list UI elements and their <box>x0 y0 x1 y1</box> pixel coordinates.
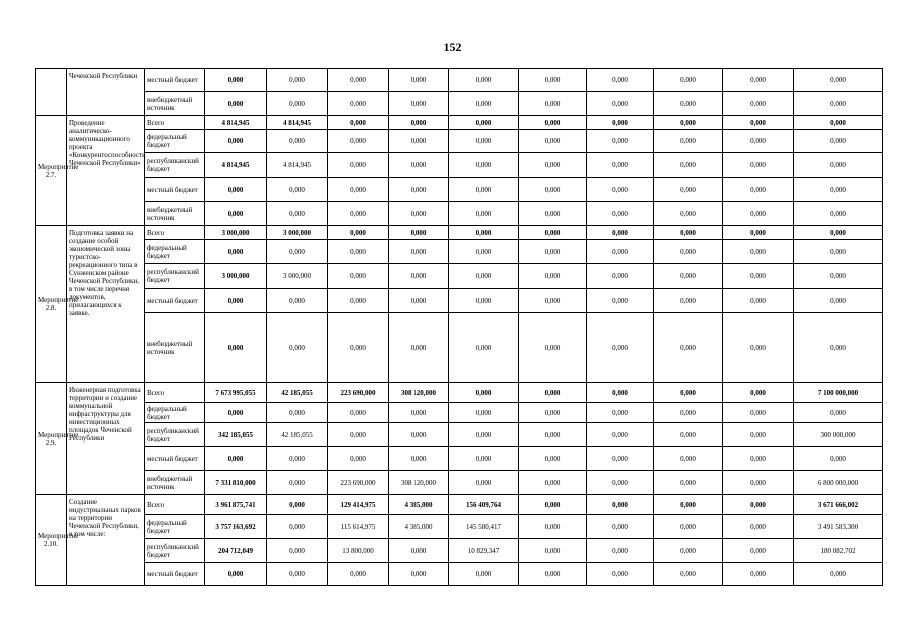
amount-cell: 0,000 <box>449 116 519 130</box>
amount-cell: 0,000 <box>449 92 519 116</box>
table-row <box>36 116 883 130</box>
amount-cell: 0,000 <box>519 289 587 313</box>
amount-cell: 3 000,000 <box>267 226 328 240</box>
amount-cell: 0,000 <box>205 313 267 383</box>
amount-cell: 0,000 <box>723 423 794 447</box>
amount-cell: 6 800 000,000 <box>794 471 883 495</box>
table-row <box>36 153 883 178</box>
amount-cell: 0,000 <box>267 92 328 116</box>
amount-cell: 0,000 <box>587 116 654 130</box>
funding-source: республиканский бюджет <box>145 153 205 178</box>
amount-cell: 0,000 <box>205 92 267 116</box>
amount-cell: 204 712,049 <box>205 539 267 563</box>
amount-cell: 0,000 <box>328 92 389 116</box>
amount-cell: 0,000 <box>519 240 587 264</box>
amount-cell: 3 491 583,300 <box>794 515 883 539</box>
amount-cell: 0,000 <box>723 289 794 313</box>
amount-cell: 0,000 <box>389 202 449 226</box>
amount-cell: 4 814,945 <box>267 116 328 130</box>
amount-cell: 0,000 <box>794 178 883 202</box>
amount-cell: 0,000 <box>267 471 328 495</box>
amount-cell: 0,000 <box>389 403 449 423</box>
amount-cell: 0,000 <box>794 116 883 130</box>
measure-description: Инженерная подготовка территории и создание коммунальной инфраструктуры для инвестиционных площадок Чеченской Республики <box>67 383 145 495</box>
amount-cell: 0,000 <box>328 69 389 92</box>
amount-cell: 0,000 <box>723 515 794 539</box>
amount-cell: 0,000 <box>587 515 654 539</box>
amount-cell: 342 185,055 <box>205 423 267 447</box>
amount-cell: 0,000 <box>723 153 794 178</box>
amount-cell: 10 829,347 <box>449 539 519 563</box>
funding-source: внебюджетный источник <box>145 92 205 116</box>
table-row <box>36 447 883 471</box>
amount-cell: 0,000 <box>267 313 328 383</box>
amount-cell: 0,000 <box>328 447 389 471</box>
amount-cell: 0,000 <box>519 202 587 226</box>
amount-cell: 0,000 <box>449 240 519 264</box>
amount-cell: 0,000 <box>389 226 449 240</box>
amount-cell: 0,000 <box>449 563 519 586</box>
amount-cell: 0,000 <box>328 226 389 240</box>
amount-cell: 0,000 <box>587 471 654 495</box>
amount-cell: 0,000 <box>519 69 587 92</box>
amount-cell: 156 409,764 <box>449 495 519 515</box>
amount-cell: 0,000 <box>654 471 723 495</box>
amount-cell: 0,000 <box>723 447 794 471</box>
measure-description: Чеченской Республики <box>67 69 145 116</box>
amount-cell: 0,000 <box>587 383 654 403</box>
amount-cell: 0,000 <box>654 226 723 240</box>
amount-cell: 4 814,945 <box>267 153 328 178</box>
amount-cell: 300 000,000 <box>794 423 883 447</box>
amount-cell: 42 185,055 <box>267 383 328 403</box>
funding-source: республиканский бюджет <box>145 423 205 447</box>
amount-cell: 3 757 163,692 <box>205 515 267 539</box>
table-row <box>36 92 883 116</box>
amount-cell: 0,000 <box>449 403 519 423</box>
funding-source: местный бюджет <box>145 69 205 92</box>
amount-cell: 0,000 <box>654 403 723 423</box>
amount-cell: 0,000 <box>205 178 267 202</box>
amount-cell: 0,000 <box>794 403 883 423</box>
amount-cell: 0,000 <box>654 383 723 403</box>
amount-cell: 0,000 <box>519 130 587 153</box>
amount-cell: 0,000 <box>449 289 519 313</box>
amount-cell: 0,000 <box>267 289 328 313</box>
amount-cell: 0,000 <box>723 178 794 202</box>
amount-cell: 0,000 <box>449 423 519 447</box>
amount-cell: 0,000 <box>654 423 723 447</box>
page-number: 152 <box>443 40 462 54</box>
measure-description: Проведение аналитическо-коммуникационного проекта «Конкурентоспособность Чеченской Республики» <box>67 116 145 226</box>
table-row <box>36 226 883 240</box>
amount-cell: 0,000 <box>449 202 519 226</box>
amount-cell: 0,000 <box>449 153 519 178</box>
table-row <box>36 403 883 423</box>
amount-cell: 0,000 <box>794 289 883 313</box>
amount-cell: 0,000 <box>389 423 449 447</box>
amount-cell: 0,000 <box>723 130 794 153</box>
amount-cell: 0,000 <box>794 563 883 586</box>
amount-cell: 0,000 <box>723 383 794 403</box>
funding-source: местный бюджет <box>145 289 205 313</box>
amount-cell: 0,000 <box>654 69 723 92</box>
table-row <box>36 202 883 226</box>
amount-cell: 0,000 <box>794 240 883 264</box>
amount-cell: 0,000 <box>389 539 449 563</box>
table-row <box>36 515 883 539</box>
amount-cell: 0,000 <box>519 153 587 178</box>
amount-cell: 0,000 <box>205 289 267 313</box>
amount-cell: 0,000 <box>205 563 267 586</box>
amount-cell: 0,000 <box>587 130 654 153</box>
amount-cell: 0,000 <box>794 130 883 153</box>
amount-cell: 0,000 <box>723 313 794 383</box>
amount-cell: 0,000 <box>587 153 654 178</box>
amount-cell: 0,000 <box>267 69 328 92</box>
amount-cell: 0,000 <box>267 130 328 153</box>
funding-source: Всего <box>145 116 205 130</box>
amount-cell: 0,000 <box>587 226 654 240</box>
table-row <box>36 495 883 515</box>
amount-cell: 223 690,000 <box>328 471 389 495</box>
table-row <box>36 130 883 153</box>
amount-cell: 0,000 <box>519 178 587 202</box>
amount-cell: 0,000 <box>519 264 587 289</box>
amount-cell: 0,000 <box>654 178 723 202</box>
table-row <box>36 69 883 92</box>
amount-cell: 0,000 <box>654 563 723 586</box>
amount-cell: 0,000 <box>794 264 883 289</box>
funding-source: Всего <box>145 495 205 515</box>
measure-label: Мероприятие 2.9. <box>36 383 67 495</box>
amount-cell: 0,000 <box>654 130 723 153</box>
amount-cell: 0,000 <box>267 539 328 563</box>
amount-cell: 180 082,702 <box>794 539 883 563</box>
amount-cell: 0,000 <box>449 69 519 92</box>
amount-cell: 0,000 <box>723 539 794 563</box>
funding-source: местный бюджет <box>145 563 205 586</box>
amount-cell: 0,000 <box>723 563 794 586</box>
amount-cell: 4 385,000 <box>389 515 449 539</box>
amount-cell: 0,000 <box>519 92 587 116</box>
amount-cell: 7 673 995,055 <box>205 383 267 403</box>
amount-cell: 0,000 <box>328 130 389 153</box>
amount-cell: 0,000 <box>449 447 519 471</box>
amount-cell: 0,000 <box>587 92 654 116</box>
amount-cell: 0,000 <box>519 471 587 495</box>
amount-cell: 0,000 <box>794 69 883 92</box>
amount-cell: 0,000 <box>587 69 654 92</box>
amount-cell: 0,000 <box>389 130 449 153</box>
funding-source: внебюджетный источник <box>145 471 205 495</box>
amount-cell: 0,000 <box>205 403 267 423</box>
funding-source: республиканский бюджет <box>145 539 205 563</box>
table-row <box>36 423 883 447</box>
funding-source: федеральный бюджет <box>145 515 205 539</box>
amount-cell: 0,000 <box>654 495 723 515</box>
amount-cell: 0,000 <box>723 202 794 226</box>
amount-cell: 0,000 <box>449 130 519 153</box>
amount-cell: 0,000 <box>449 471 519 495</box>
funding-source: Всего <box>145 226 205 240</box>
amount-cell: 0,000 <box>519 383 587 403</box>
funding-source: местный бюджет <box>145 178 205 202</box>
amount-cell: 0,000 <box>587 313 654 383</box>
measure-label: Мероприятие 2.8. <box>36 226 67 383</box>
amount-cell: 0,000 <box>587 423 654 447</box>
amount-cell: 0,000 <box>389 69 449 92</box>
measure-label <box>36 69 67 116</box>
amount-cell: 0,000 <box>328 563 389 586</box>
amount-cell: 0,000 <box>723 240 794 264</box>
amount-cell: 0,000 <box>723 226 794 240</box>
table-row <box>36 289 883 313</box>
amount-cell: 0,000 <box>519 447 587 471</box>
amount-cell: 0,000 <box>389 447 449 471</box>
amount-cell: 0,000 <box>389 240 449 264</box>
amount-cell: 0,000 <box>267 563 328 586</box>
amount-cell: 0,000 <box>328 264 389 289</box>
funding-source: республиканский бюджет <box>145 264 205 289</box>
table-row <box>36 313 883 383</box>
amount-cell: 0,000 <box>654 289 723 313</box>
amount-cell: 0,000 <box>587 202 654 226</box>
amount-cell: 0,000 <box>267 403 328 423</box>
amount-cell: 0,000 <box>654 116 723 130</box>
table-row <box>36 178 883 202</box>
measure-label: Мероприятие 2.7. <box>36 116 67 226</box>
table-row <box>36 383 883 403</box>
amount-cell: 0,000 <box>723 264 794 289</box>
amount-cell: 0,000 <box>519 116 587 130</box>
amount-cell: 3 961 875,741 <box>205 495 267 515</box>
measure-description: Создание индустриальных парков на территории Чеченской Республики, в том числе: <box>67 495 145 586</box>
amount-cell: 0,000 <box>328 178 389 202</box>
amount-cell: 0,000 <box>587 495 654 515</box>
measure-description: Подготовка заявки на создание особой экономической зоны туристско-рекреационного типа в Сунженском районе Чеченской Республики, в том числе перечня документов, прилагающихся к заявке. <box>67 226 145 383</box>
amount-cell: 0,000 <box>449 264 519 289</box>
funding-source: местный бюджет <box>145 447 205 471</box>
table-row <box>36 264 883 289</box>
amount-cell: 0,000 <box>723 495 794 515</box>
amount-cell: 0,000 <box>654 153 723 178</box>
amount-cell: 0,000 <box>267 515 328 539</box>
amount-cell: 0,000 <box>449 383 519 403</box>
amount-cell: 0,000 <box>328 202 389 226</box>
amount-cell: 0,000 <box>328 240 389 264</box>
amount-cell: 0,000 <box>519 515 587 539</box>
amount-cell: 0,000 <box>389 116 449 130</box>
amount-cell: 0,000 <box>723 69 794 92</box>
amount-cell: 0,000 <box>654 313 723 383</box>
amount-cell: 0,000 <box>389 153 449 178</box>
funding-source: внебюджетный источник <box>145 202 205 226</box>
amount-cell: 0,000 <box>519 226 587 240</box>
amount-cell: 0,000 <box>328 403 389 423</box>
table-row <box>36 240 883 264</box>
amount-cell: 0,000 <box>328 289 389 313</box>
amount-cell: 0,000 <box>389 313 449 383</box>
amount-cell: 308 120,000 <box>389 383 449 403</box>
funding-source: федеральный бюджет <box>145 403 205 423</box>
amount-cell: 0,000 <box>205 69 267 92</box>
amount-cell: 0,000 <box>328 423 389 447</box>
amount-cell: 0,000 <box>519 539 587 563</box>
amount-cell: 0,000 <box>389 178 449 202</box>
amount-cell: 0,000 <box>205 202 267 226</box>
amount-cell: 4 814,945 <box>205 153 267 178</box>
budget-table <box>35 68 883 586</box>
amount-cell: 0,000 <box>794 92 883 116</box>
amount-cell: 0,000 <box>449 313 519 383</box>
amount-cell: 0,000 <box>794 202 883 226</box>
amount-cell: 129 414,975 <box>328 495 389 515</box>
amount-cell: 0,000 <box>389 563 449 586</box>
amount-cell: 0,000 <box>519 563 587 586</box>
amount-cell: 0,000 <box>519 403 587 423</box>
amount-cell: 0,000 <box>587 563 654 586</box>
amount-cell: 3 671 666,002 <box>794 495 883 515</box>
amount-cell: 0,000 <box>267 202 328 226</box>
amount-cell: 0,000 <box>723 471 794 495</box>
amount-cell: 7 331 810,000 <box>205 471 267 495</box>
amount-cell: 0,000 <box>794 313 883 383</box>
amount-cell: 0,000 <box>587 240 654 264</box>
amount-cell: 0,000 <box>794 153 883 178</box>
amount-cell: 0,000 <box>587 289 654 313</box>
amount-cell: 0,000 <box>328 116 389 130</box>
amount-cell: 0,000 <box>723 403 794 423</box>
amount-cell: 0,000 <box>328 153 389 178</box>
amount-cell: 0,000 <box>267 240 328 264</box>
amount-cell: 13 800,000 <box>328 539 389 563</box>
amount-cell: 0,000 <box>587 178 654 202</box>
amount-cell: 0,000 <box>449 226 519 240</box>
amount-cell: 0,000 <box>654 447 723 471</box>
funding-source: федеральный бюджет <box>145 240 205 264</box>
amount-cell: 0,000 <box>654 92 723 116</box>
amount-cell: 0,000 <box>389 92 449 116</box>
amount-cell: 3 000,000 <box>205 226 267 240</box>
amount-cell: 0,000 <box>654 539 723 563</box>
amount-cell: 0,000 <box>205 447 267 471</box>
amount-cell: 0,000 <box>205 130 267 153</box>
table-row <box>36 563 883 586</box>
amount-cell: 0,000 <box>794 447 883 471</box>
amount-cell: 0,000 <box>519 313 587 383</box>
amount-cell: 0,000 <box>587 539 654 563</box>
amount-cell: 0,000 <box>519 495 587 515</box>
amount-cell: 223 690,000 <box>328 383 389 403</box>
amount-cell: 0,000 <box>519 423 587 447</box>
amount-cell: 0,000 <box>587 264 654 289</box>
table-row <box>36 471 883 495</box>
amount-cell: 0,000 <box>267 178 328 202</box>
amount-cell: 0,000 <box>654 515 723 539</box>
amount-cell: 7 100 000,000 <box>794 383 883 403</box>
measure-label: Мероприятие 2.10. <box>36 495 67 586</box>
amount-cell: 4 814,945 <box>205 116 267 130</box>
amount-cell: 4 385,000 <box>389 495 449 515</box>
amount-cell: 145 580,417 <box>449 515 519 539</box>
amount-cell: 115 614,975 <box>328 515 389 539</box>
amount-cell: 42 185,055 <box>267 423 328 447</box>
funding-source: внебюджетный источник <box>145 313 205 383</box>
amount-cell: 0,000 <box>723 116 794 130</box>
amount-cell: 0,000 <box>794 226 883 240</box>
amount-cell: 0,000 <box>654 202 723 226</box>
amount-cell: 3 000,000 <box>267 264 328 289</box>
funding-source: федеральный бюджет <box>145 130 205 153</box>
amount-cell: 0,000 <box>449 178 519 202</box>
amount-cell: 0,000 <box>389 289 449 313</box>
funding-source: Всего <box>145 383 205 403</box>
amount-cell: 0,000 <box>205 240 267 264</box>
amount-cell: 0,000 <box>267 447 328 471</box>
amount-cell: 0,000 <box>587 447 654 471</box>
amount-cell: 0,000 <box>328 313 389 383</box>
amount-cell: 3 000,000 <box>205 264 267 289</box>
amount-cell: 0,000 <box>723 92 794 116</box>
table-row <box>36 539 883 563</box>
amount-cell: 308 120,000 <box>389 471 449 495</box>
amount-cell: 0,000 <box>654 240 723 264</box>
amount-cell: 0,000 <box>267 495 328 515</box>
amount-cell: 0,000 <box>389 264 449 289</box>
amount-cell: 0,000 <box>654 264 723 289</box>
amount-cell: 0,000 <box>587 403 654 423</box>
